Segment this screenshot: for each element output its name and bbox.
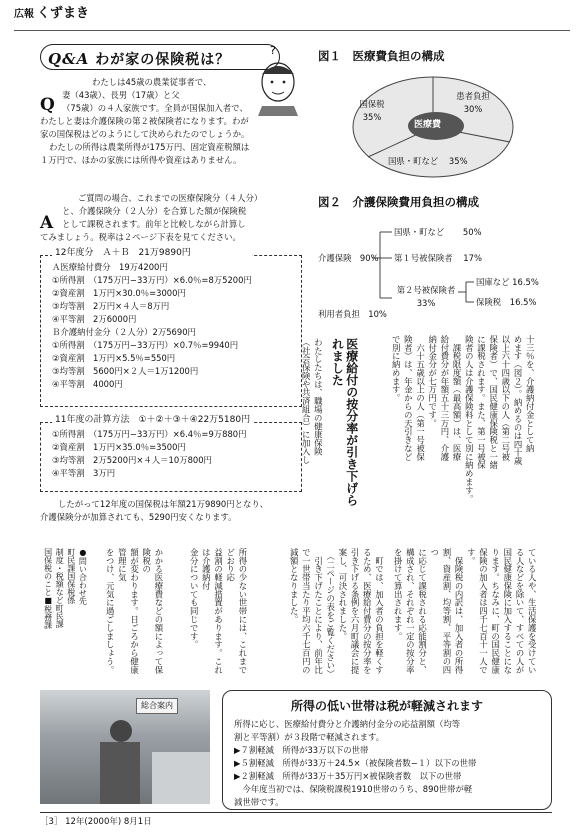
article-line: で一世帯当たり平均六千七百円の xyxy=(301,548,312,674)
article-column-c xyxy=(288,548,386,678)
branch-label: 第２号被保険者 xyxy=(396,285,456,295)
calc-line: ③均等割 2万円×４人＝8万円 xyxy=(52,300,170,311)
answer-line: と、介護保険分（２人分）を合算した額が保険税 xyxy=(62,206,247,217)
counter xyxy=(152,752,210,804)
low-income-line: ▶２割軽減 所得が33万＋35万円×被保険者数 以下の世帯 xyxy=(234,771,462,782)
q-letter: Q xyxy=(40,95,55,115)
article-line: 課税限度額（最高額）は、医療 xyxy=(452,335,463,461)
article-line: に応じて課税される応能割分と、 xyxy=(417,548,428,674)
masthead-name: くずまき xyxy=(37,6,90,21)
calc-line: ④平等割 4000円 xyxy=(52,379,123,390)
svg-text:?: ? xyxy=(270,44,276,57)
article-line: 額が変わります。日ごろから健康管理に気 xyxy=(117,548,140,674)
conclusion-line: 介護保険分が加算されても、5290円安くなります。 xyxy=(40,512,237,523)
answer-line: てみましょう。税率は２ページ下表を見てください。 xyxy=(40,232,241,243)
a-letter: A xyxy=(40,213,54,233)
slice-value: 35% xyxy=(362,112,382,123)
calc-line: ②資産割 1万円×5.5％=550円 xyxy=(52,353,176,364)
question-line: わたしの所得は農業所得が175万円、固定資産税額は xyxy=(49,142,250,153)
article-heading: 医療給付の按分率が引き下げられました xyxy=(330,338,359,506)
calc-line: ③均等割 2万5200円×４人＝10万800円 xyxy=(52,454,212,465)
article-line: 保険の加入者は四千七百十一人です。 xyxy=(466,548,489,674)
calc-line: Ａ医療給付費分 19万4200円 xyxy=(52,261,168,272)
low-income-text xyxy=(234,718,546,809)
calc-line: ②資産割 1万円×35.0％=3500円 xyxy=(52,441,186,452)
article-column-a xyxy=(390,335,536,540)
contact-line: 国保税のこと■税務課 xyxy=(43,548,53,629)
fig2-branch xyxy=(394,226,482,239)
contact-info xyxy=(42,548,88,678)
article-line: 引き下げたことにより、前年比 xyxy=(313,548,324,674)
fig2-sub xyxy=(476,296,536,309)
question-line: １万円で、ほかの家族には所得や資産はありません。 xyxy=(40,155,242,166)
article-line: を掛けて算出されます。 xyxy=(393,548,404,641)
calc-11 xyxy=(52,414,253,480)
question-line: 家の国保税はどのようにして決められたのでしょうか。 xyxy=(40,129,250,140)
answer-line: として課税されます。前年と比較しながら計算し xyxy=(62,219,246,230)
branch-value: 33% xyxy=(416,298,436,309)
article-line: 納付金分が七万円です。 xyxy=(427,335,438,428)
low-income-line: 割と平等割）が３段階で軽減されます。 xyxy=(234,732,385,743)
branch-label: 第１号被保険者 xyxy=(394,253,453,263)
calc-line: ①所得割 （175万円−33万円）×6.0％=8万5200円 xyxy=(52,274,252,285)
fig1-slice xyxy=(388,155,468,168)
fig2-user: 利用者負担 10% xyxy=(318,309,387,319)
calc-line: ④平等割 3万円 xyxy=(52,467,116,478)
branch-label: 国県・町など xyxy=(394,227,445,237)
article-line: る人などを除いて、すべての人が xyxy=(515,548,526,674)
slice-label: 国保税 xyxy=(359,99,385,109)
question-line: （75歳）の４人家族です。全員が国保加入者で、 xyxy=(62,103,248,114)
article-line: めます（図２）。納めるのは四十歳 xyxy=(513,335,524,466)
slice-label: 国県・町など xyxy=(388,156,439,166)
branch-value: 17% xyxy=(463,253,482,263)
fig1-slice xyxy=(352,98,392,124)
article-line: 給付費分が年額五十三万円、介護 xyxy=(439,335,450,461)
question-line: 妻（43歳）、長男（17歳）と父 xyxy=(62,90,180,101)
article-line: 益割の軽減措置があります。これは介護納付 xyxy=(201,548,224,674)
article-line: ります。ちなみに、町の国民健康 xyxy=(490,548,501,674)
article-line: （社会保険や共済組合）に加入し xyxy=(301,338,312,464)
article-line: 十三％を、介護納付金として納 xyxy=(525,335,536,453)
fig2-branch xyxy=(394,252,482,265)
fig2-root: 介護保険 90% xyxy=(318,253,379,263)
article-line: 六十五歳以上の人（第一号被保 xyxy=(415,335,426,461)
article-line: 町では、加入者の負担を軽くす xyxy=(374,548,385,674)
article-line: 引き下げる条例を六月町議会に提 xyxy=(350,548,361,674)
calc-12 xyxy=(52,247,252,391)
calc-line: ①所得割 （175万円−33万円）×0.7％=9940円 xyxy=(52,340,239,351)
contact-line: 制度・税額など町民課 xyxy=(55,548,65,628)
article-line: 案し、可決されました。 xyxy=(337,548,348,641)
article-line: （二ページの表をご覧ください） xyxy=(325,548,336,679)
low-income-line: ▶５割軽減 所得が33万＋24.5×（被保険者数−１）以下の世帯 xyxy=(234,758,477,769)
person-figure xyxy=(100,742,140,804)
footer: ［3］ 12年(2000年) 8月1日 xyxy=(40,817,152,827)
qa-title-text: わが家の保険税は？ xyxy=(95,52,231,68)
sub-value: 16.5% xyxy=(512,277,539,287)
photo-sign: 総合案内 xyxy=(136,698,178,714)
branch-value: 50% xyxy=(462,227,482,237)
article-line: で別に納めます。 xyxy=(391,335,402,403)
calc-11-header: 11年度の計算方法 ①＋②＋③＋④22万5180円 xyxy=(52,414,253,428)
answer-text xyxy=(40,192,310,244)
sub-label: 国庫など xyxy=(476,277,510,287)
contact-line: 町民課国保税係 xyxy=(66,548,76,604)
article-line: かかる医療費などの額によって保険税の xyxy=(141,548,164,674)
conclusion xyxy=(40,498,310,524)
conclusion-line: したがって12年度の国保税は年額21万9890円となり、 xyxy=(58,499,269,509)
article-line: 減額となりました。 xyxy=(289,548,300,624)
article-column-d xyxy=(188,548,249,678)
calc-line: ②資産割 1万円×30.0％=3000円 xyxy=(52,287,186,298)
answer-line: ご質問の場合、これまでの医療保険分（４人分） xyxy=(78,193,263,203)
article-column-e xyxy=(104,548,165,678)
sub-value: 16.5% xyxy=(509,297,537,307)
contact-line: ●問い合わせ先 xyxy=(78,548,88,605)
article-line: 構成され、それぞれ一定の按分率 xyxy=(405,548,416,674)
fig1-slice xyxy=(448,90,498,116)
article-line: 保険者）で、国民健康保険税と一緒 xyxy=(488,335,499,470)
question-text xyxy=(40,76,310,167)
article-line: 金分についても同じです。 xyxy=(189,548,200,649)
article-line: をつけ、元気に過ごしましょう。 xyxy=(105,548,116,674)
fig2-sub xyxy=(476,276,539,289)
fig2-title: 図２ 介護保険費用負担の構成 xyxy=(318,195,479,209)
footer-rule xyxy=(40,812,552,813)
article-line: るため、医療給付費分の按分率を xyxy=(362,548,373,674)
article-line: わたしたちは、職場の健康保険 xyxy=(313,338,324,456)
person-figure xyxy=(110,720,132,742)
calc-line: ③均等割 5600円×２人＝1万1200円 xyxy=(52,366,199,377)
qa-title xyxy=(48,48,230,72)
low-income-line: 今年度当初では、保険税課税1910世帯のうち、890世帯が軽 xyxy=(234,784,473,795)
article-line: に課税されます。また、第一号被保 xyxy=(476,335,487,470)
calc-12-header: 12年度分 Ａ＋Ｂ 21万9890円 xyxy=(52,247,252,261)
calc-line: ④平等割 2万6000円 xyxy=(52,314,137,324)
question-line: わたしは45歳の農業従事者で、 xyxy=(92,77,212,87)
low-income-line: 減世帯です。 xyxy=(234,797,284,808)
fig1-center: 医療費 xyxy=(414,120,442,130)
article-line: 険者）は、年金からの天引きなど xyxy=(403,335,414,461)
article-line: 保険税の内訳は、加入者の所得 xyxy=(454,548,465,674)
article-line: 以上六十四歳以下の人（第二号被 xyxy=(500,335,511,461)
article-line: 国民健康保険に加入することにな xyxy=(502,548,513,674)
fig1-title: 図１ 医療費負担の構成 xyxy=(318,49,445,63)
office-photo xyxy=(40,690,210,804)
article-note xyxy=(300,338,324,538)
calc-line: ①所得割 （175万円−33万円）×6.4％=9万880円 xyxy=(52,428,247,439)
low-income-line: 所得に応じ、医療給付費分と介護納付金分の応益割額（均等 xyxy=(234,719,461,729)
low-income-line: ▶７割軽減 所得が33万以下の世帯 xyxy=(234,745,369,756)
article-line: 険者の人は介護保険料として別に納めます。 xyxy=(464,335,475,503)
calc-line: Ｂ介護納付金分（２人分）2万5690円 xyxy=(52,327,196,338)
masthead xyxy=(14,4,89,24)
question-line: わたしと妻は介護保険の第２被保険者になります。わが xyxy=(40,116,249,127)
article-column-b xyxy=(392,548,538,678)
low-income-title: 所得の低い世帯は税が軽減されます xyxy=(290,699,483,713)
slice-value: 35% xyxy=(448,156,468,166)
top-rule xyxy=(14,30,570,31)
masthead-prefix: 広報 xyxy=(14,9,34,20)
article-line: 割、資産割、均等割、平等割の四つ xyxy=(429,548,452,674)
sub-label: 保険税 xyxy=(476,297,502,307)
article-line: ている人や、生活保護を受けてい xyxy=(527,548,538,674)
slice-label: 患者負担 xyxy=(456,91,490,101)
article-line: 所得の少ない世帯には、これまでどおり応 xyxy=(225,548,248,674)
slice-value: 30% xyxy=(463,104,483,115)
qa-mark: Q&A xyxy=(48,50,90,68)
fig2-branch xyxy=(394,284,458,310)
